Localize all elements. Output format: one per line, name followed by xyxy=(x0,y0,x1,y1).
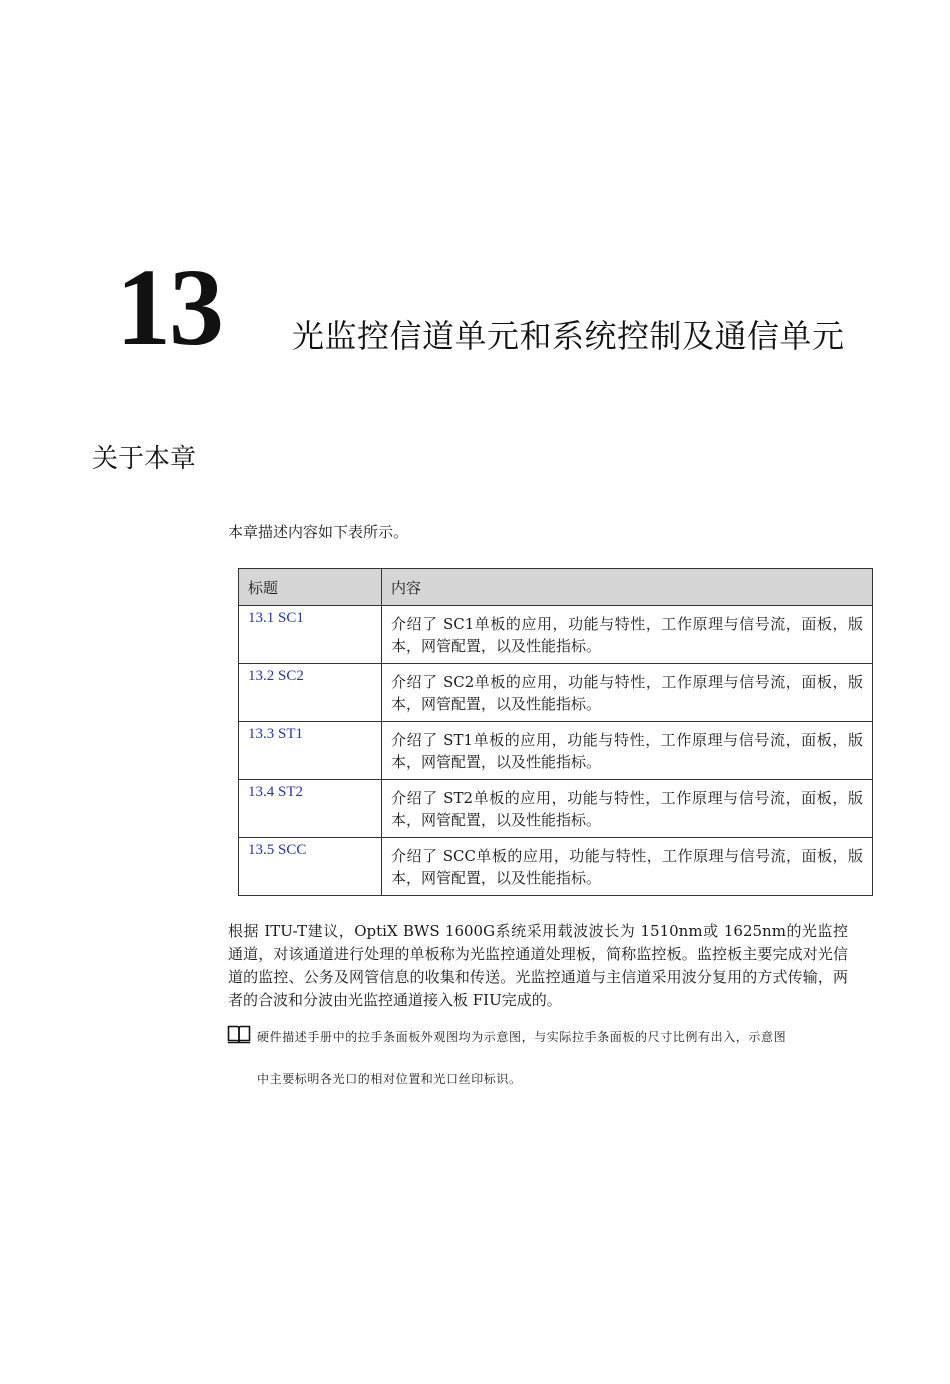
row-description: 介绍了 SC2单板的应用，功能与特性，工作原理与信号流，面板，版本，网管配置，以及性能指标。 xyxy=(382,664,873,722)
table-row xyxy=(239,838,873,896)
note-text-line1: 硬件描述手册中的拉手条面板外观图均为示意图，与实际拉手条面板的尺寸比例有出入，示意图 xyxy=(257,1030,787,1044)
section-link-st2[interactable]: 13.4 ST2 xyxy=(239,780,382,838)
section-heading: 关于本章 xyxy=(92,444,197,474)
row-description: 介绍了 SC1单板的应用，功能与特性，工作原理与信号流，面板，版本，网管配置，以及性能指标。 xyxy=(382,606,873,664)
section-link-scc[interactable]: 13.5 SCC xyxy=(239,838,382,896)
section-link-st1[interactable]: 13.3 ST1 xyxy=(239,722,382,780)
table-row xyxy=(239,780,873,838)
row-description: 介绍了 ST2单板的应用，功能与特性，工作原理与信号流，面板，版本，网管配置，以及性能指标。 xyxy=(382,780,873,838)
section-link-sc2[interactable]: 13.2 SC2 xyxy=(239,664,382,722)
chapter-title: 光监控信道单元和系统控制及通信单元 xyxy=(292,317,845,355)
intro-text: 本章描述内容如下表所示。 xyxy=(228,523,409,541)
row-description: 介绍了 ST1单板的应用，功能与特性，工作原理与信号流，面板，版本，网管配置，以及性能指标。 xyxy=(382,722,873,780)
book-icon xyxy=(227,1024,251,1044)
note-text-line2: 中主要标明各光口的相对位置和光口丝印标识。 xyxy=(257,1072,522,1086)
chapter-contents-table xyxy=(238,568,873,896)
header-content: 内容 xyxy=(382,569,873,606)
table-row xyxy=(239,664,873,722)
body-paragraph: 根据 ITU-T建议，OptiX BWS 1600G系统采用载波波长为 1510nm或 1625nm的光监控通道，对该通道进行处理的单板称为光监控通道处理板，简称监控板。监控板主要完成对光信道的监控、公务及网管信息的收集和传送。光监控通道与主信道采用波分复用的方式传输，两者的合波和分波由光监控通道接入板 FIU完成的。 xyxy=(228,922,848,1009)
table-row xyxy=(239,606,873,664)
chapter-number: 13 xyxy=(116,246,222,368)
header-title: 标题 xyxy=(239,569,382,606)
table-row xyxy=(239,722,873,780)
section-link-sc1[interactable]: 13.1 SC1 xyxy=(239,606,382,664)
table-header-row xyxy=(239,569,873,606)
row-description: 介绍了 SCC单板的应用，功能与特性，工作原理与信号流，面板，版本，网管配置，以及性能指标。 xyxy=(382,838,873,896)
